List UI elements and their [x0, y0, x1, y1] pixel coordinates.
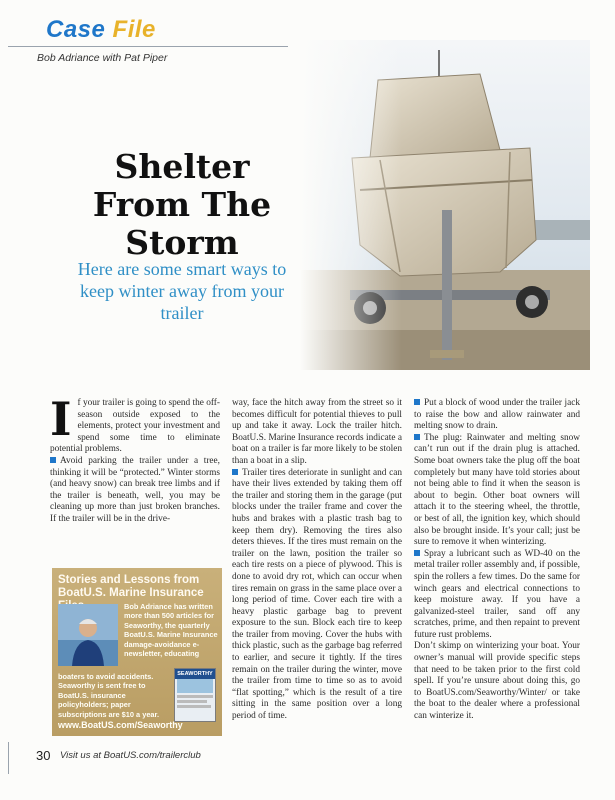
author-photo-illustration [58, 604, 118, 666]
square-bullet-icon [414, 434, 420, 440]
article-deck: Here are some smart ways to keep winter away from your trailer [77, 259, 287, 323]
paragraph-text: Spray a lubricant such as WD-40 on the metal trailer roller assembly and, if possible, spin the rollers a few times. Do the same for winch gears and electrical connections to keep moisture away. If you have a galvanized-steel trailer, sand off any scratches, prime, and then repaint to prevent future rust problems. [414, 548, 580, 640]
paragraph-bulleted [414, 433, 580, 549]
paragraph-bulleted [232, 468, 402, 723]
hero-photo-covered-boat [300, 40, 590, 370]
text-column-2 [232, 398, 402, 723]
sidebar-box [52, 568, 222, 736]
paragraph-text: Put a block of wood under the trailer jack to raise the bow and allow rainwater and melting snow to drain. [414, 398, 580, 432]
covered-boat-illustration [300, 40, 590, 370]
section-title [46, 16, 156, 44]
paragraph: Don’t skimp on winterizing your boat. Your owner’s manual will provide specific steps that need to be taken prior to the first cold spell. If you’re unsure about doing this, go to BoatUS.com/Seaworthy/Winter/ or take the boat to the dealer where a professional can winterize it. [414, 641, 580, 722]
header-rule [8, 46, 288, 47]
page-number: 30 [36, 748, 51, 763]
paragraph-text: The plug: Rainwater and melting snow can’t run out if the drain plug is attached. Some boat owners take the plug off the boat completely but many have told stories about not being able to find it when the season is about to begin. Other boat owners will attach it to the steering wheel, the throttle, or best of all, the ignition key, which should also be brought inside. It’s your call; just be sure to remove it when winterizing. [414, 432, 580, 548]
square-bullet-icon [50, 457, 56, 463]
sidebar-text-subscription: boaters to avoid accidents. Seaworthy is sent free to BoatU.S. insurance policyholders; paper subscriptions are $10 a year. [58, 672, 160, 719]
paragraph-text: Avoid parking the trailer under a tree, thinking it will be “protected.” Winter storms (and heavy snow) can break tree limbs and if the trailer is beneath, well, you may be cleaning up more than just broken branches. If the trailer will be in the drive- [50, 455, 220, 524]
section-title-word2: File [112, 16, 156, 43]
author-photo [58, 604, 118, 666]
text-column-3 [414, 398, 580, 723]
square-bullet-icon [414, 550, 420, 556]
paragraph: f your trailer is going to spend the off-season outside exposed to the elements, protect your investment and spend some time to eliminate potential problems. [50, 398, 220, 455]
footer-url: Visit us at BoatUS.com/trailerclub [60, 750, 201, 761]
sidebar-title: Stories and Lessons from BoatU.S. Marine Insurance [58, 574, 204, 599]
sidebar-text-bio: Bob Adriance has written more than 500 articles for Seaworthy, the quarterly BoatU.S. Marine Insurance damage-avoidance e-newsletter, educating [124, 602, 218, 659]
square-bullet-icon [414, 399, 420, 405]
newsletter-masthead: SEAWORTHY [175, 669, 215, 679]
paragraph-bulleted [414, 398, 580, 433]
square-bullet-icon [232, 469, 238, 475]
article-headline: Shelter From The Storm [92, 147, 272, 262]
sidebar-url: www.BoatUS.com/Seaworthy [58, 720, 183, 730]
paragraph-bulleted [50, 456, 220, 526]
footer-rule [8, 742, 9, 774]
byline: Bob Adriance with Pat Piper [37, 52, 168, 64]
section-title-word1: Case [46, 16, 106, 43]
paragraph-text: Trailer tires deteriorate in sunlight and can have their lives extended by taking them off the trailer and storing them in the garage (put blocks under the trailer frame and cover the hubs and brakes with a plastic trash bag to keep them dry). Removing the tires also deters thieves. If the tires must remain on the trailer on the lawn, position the trailer so each tire rests on a piece of plywood. This is done to avoid dry rot, which can occur when tires remain on grass in the same place over a long period of time. Cover each tire with a heavy plastic garbage bag to prevent exposure to the sun. Block each tire to keep the trailer from moving. Cover the hubs with thick plastic, such as the garbage bag referred to earlier, and secure it tightly. If the tires remain on the trailer during the winter, move the trailer from time to time so as to avoid “flat spotting,” which is the result of a tire sitting in the same position over a long period of time. [232, 467, 402, 722]
paragraph: way, face the hitch away from the street so it becomes difficult for potential thieves to pull up and take it away. Lock the trailer hitch. BoatU.S. Marine Insurance records indicate a boat on a trailer is far more likely to be stolen than a boat in a slip. [232, 398, 402, 466]
drop-cap: I [50, 392, 72, 446]
newsletter-cover [174, 668, 216, 722]
paragraph-bulleted [414, 549, 580, 642]
text-column-1 [50, 392, 220, 526]
